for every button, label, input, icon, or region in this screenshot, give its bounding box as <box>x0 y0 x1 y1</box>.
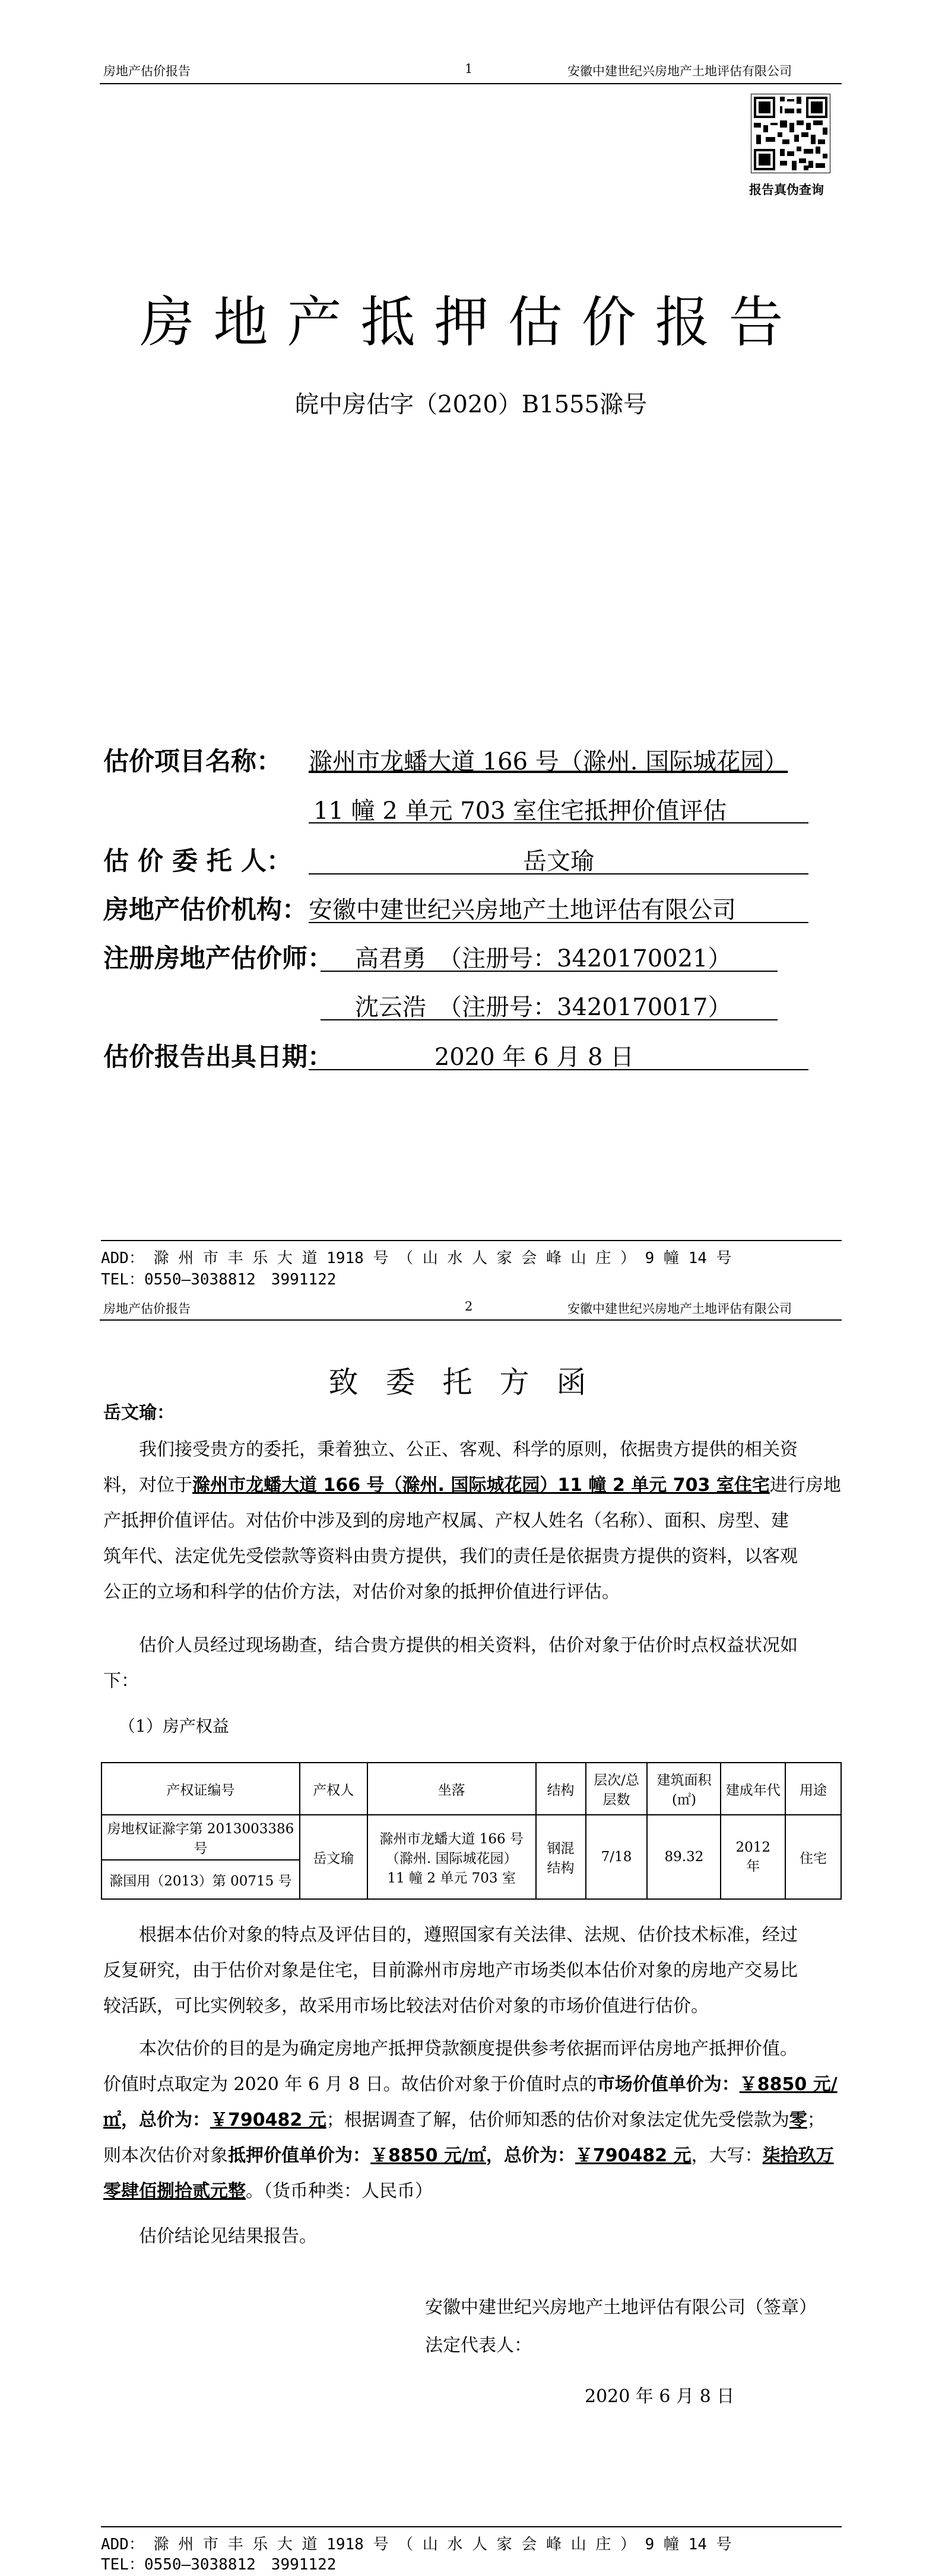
header-rule <box>100 83 842 84</box>
market-unit-label: 市场价值单价为： <box>597 2074 740 2095</box>
salutation: 岳文瑜： <box>103 1403 175 1423</box>
th-floors: 层次/总层数 <box>586 1763 648 1815</box>
para1-line5: 公正的立场和科学的估价方法，对估价对象的抵押价值进行评估。 <box>103 1582 620 1602</box>
para4-text: 。（货币种类：人民币） <box>246 2181 433 2202</box>
header-company: 安徽中建世纪兴房地产土地评估有限公司 <box>567 64 792 78</box>
para3-line3: 较活跃，可比实例较多，故采用市场比较法对估价对象的市场价值进行估价。 <box>103 1996 709 2017</box>
table-header-row <box>102 1763 841 1815</box>
header-left: 房地产估价报告 <box>103 1302 191 1316</box>
th-structure: 结构 <box>536 1763 586 1815</box>
qr-code-icon[interactable] <box>751 94 830 173</box>
client-underline <box>309 873 808 874</box>
footer-phone: TEL：0550—3038812 3991122 <box>101 1271 337 1289</box>
location-line-2: （滁州. 国际城花园） <box>385 1850 518 1866</box>
th-year: 建成年代 <box>721 1763 785 1815</box>
letter-title: 致委托方函 <box>328 1365 614 1400</box>
signature-company: 安徽中建世纪兴房地产土地评估有限公司（签章） <box>425 2297 817 2318</box>
footer-phone: TEL：0550—3038812 3991122 <box>101 2556 337 2574</box>
mortgage-total-label: ，总价为： <box>486 2145 575 2166</box>
para1-line4: 筑年代、法定优先受偿款等资料由贵方提供，我们的责任是依据贵方提供的资料，以客观 <box>103 1546 798 1567</box>
mortgage-unit-price: ￥8850 元/㎡ <box>370 2145 486 2166</box>
para1-line2-pre: 料，对位于 <box>103 1475 192 1496</box>
report-title: 房地产抵押估价报告 <box>139 291 803 354</box>
report-number: 皖中房估字（2020）B1555滁号 <box>295 391 647 418</box>
footer-address: ADD： 滁 州 市 丰 乐 大 道 1918 号 （ 山 水 人 家 会 峰 山 庄 ） 9 幢 14 号 <box>101 1249 732 1267</box>
date-underline <box>309 1069 808 1070</box>
market-unit-price: ￥8850 元/ <box>739 2074 838 2095</box>
market-total-price: ￥790482 元 <box>210 2110 326 2130</box>
mortgage-total-price: ￥790482 元 <box>575 2145 692 2166</box>
location-line-1: 滁州市龙蟠大道 166 号 <box>379 1831 524 1847</box>
footer-rule <box>101 2526 842 2527</box>
appraiser-1: 高君勇 （注册号：3420170021） <box>355 945 732 972</box>
amount-in-words-2: 零肆佰捌拾贰元整 <box>103 2181 246 2202</box>
header-page-number: 1 <box>465 62 473 76</box>
cert-1: 房地权证滁字第 2013003386 号 <box>102 1815 300 1860</box>
use-cell: 住宅 <box>785 1815 841 1899</box>
para2-line2: 下： <box>103 1671 139 1691</box>
para1-line3: 产抵押价值评估。对估价中涉及到的房地产权属、产权人姓名（名称）、面积、房型、建 <box>103 1510 789 1531</box>
client-value: 岳文瑜 <box>523 848 594 875</box>
appraiser-label: 注册房地产估价师： <box>103 944 333 974</box>
header-left: 房地产估价报告 <box>103 64 191 78</box>
project-line-1: 滁州市龙蟠大道 166 号（滁州. 国际城花园） <box>309 748 788 775</box>
th-owner: 产权人 <box>300 1763 367 1815</box>
para4-line2 <box>103 2067 838 2103</box>
location-cell <box>367 1815 536 1899</box>
para4-text: ；根据调查了解，估价师知悉的估价对象法定优先受偿款为 <box>326 2110 789 2130</box>
para1-line1: 我们接受贵方的委托，秉着独立、公正、客观、科学的原则，依据贵方提供的相关资 <box>139 1439 798 1460</box>
agency-value: 安徽中建世纪兴房地产土地评估有限公司 <box>309 896 736 924</box>
para4-line1: 本次估价的目的是为确定房地产抵押贷款额度提供参考依据而评估房地产抵押价值。 <box>139 2038 798 2059</box>
appraiser-2-underline <box>321 1019 778 1020</box>
footer-address: ADD： 滁 州 市 丰 乐 大 道 1918 号 （ 山 水 人 家 会 峰 山 庄 ） 9 幢 14 号 <box>101 2536 732 2553</box>
cert-2: 滁国用（2013）第 00715 号 <box>102 1860 300 1899</box>
agency-underline <box>309 922 808 923</box>
property-address: 滁州市龙蟠大道 166 号（滁州. 国际城花园）11 幢 2 单元 703 室住宅 <box>192 1475 770 1496</box>
para2-line1: 估价人员经过现场勘查，结合贵方提供的相关资料，估价对象于估价时点权益状况如 <box>139 1635 798 1656</box>
para4-text: 价值时点取定为 2020 年 6 月 8 日。故估价对象于价值时点的 <box>103 2074 597 2095</box>
date-value: 2020 年 6 月 8 日 <box>434 1044 635 1071</box>
para3-line1: 根据本估价对象的特点及评估目的，遵照国家有关法律、法规、估价技术标准，经过 <box>139 1925 798 1945</box>
para4-line5 <box>103 2174 433 2209</box>
owner-cell: 岳文瑜 <box>300 1815 367 1899</box>
agency-label: 房地产估价机构： <box>103 895 307 925</box>
client-label: 估 价 委 托 人： <box>103 847 292 876</box>
amount-in-words-1: 柒拾玖万 <box>762 2145 834 2166</box>
table-row <box>102 1815 841 1860</box>
date-label: 估价报告出具日期： <box>103 1042 333 1072</box>
project-line-2: 11 幢 2 单元 703 室住宅抵押价值评估 <box>313 797 727 825</box>
para4-text: 则本次估价对象 <box>103 2145 228 2166</box>
footer-rule <box>101 1240 842 1241</box>
location-line-3: 11 幢 2 单元 703 室 <box>387 1870 516 1886</box>
area-cell: 89.32 <box>647 1815 721 1899</box>
signature-representative: 法定代表人： <box>425 2335 532 2356</box>
appraiser-1-underline <box>321 971 778 972</box>
header-company: 安徽中建世纪兴房地产土地评估有限公司 <box>567 1302 792 1316</box>
para1-line2 <box>103 1468 841 1503</box>
year-cell: 2012年 <box>721 1815 785 1899</box>
para4-text: ； <box>807 2110 825 2130</box>
project-underline <box>309 822 808 823</box>
th-location: 坐落 <box>367 1763 536 1815</box>
property-rights-table <box>101 1762 842 1900</box>
project-label: 估价项目名称： <box>103 747 282 777</box>
appraiser-2: 沈云浩 （注册号：3420170017） <box>355 994 732 1021</box>
th-use: 用途 <box>785 1763 841 1815</box>
floors-cell: 7/18 <box>586 1815 648 1899</box>
para3-line2: 反复研究，由于估价对象是住宅，目前滁州市房地产市场类似本估价对象的房地产交易比 <box>103 1960 798 1981</box>
structure-cell: 钢混结构 <box>536 1815 586 1899</box>
signature-date: 2020 年 6 月 8 日 <box>585 2386 735 2407</box>
qr-caption: 报告真伪查询 <box>749 183 824 197</box>
para4-line4 <box>103 2138 834 2174</box>
market-total-label: ，总价为： <box>121 2110 210 2130</box>
header-page-number: 2 <box>465 1299 473 1314</box>
para5: 估价结论见结果报告。 <box>139 2226 317 2247</box>
para1-line2-post: 进行房地 <box>769 1475 841 1496</box>
priority-payment: 零 <box>789 2110 807 2130</box>
th-area: 建筑面积(㎡) <box>647 1763 721 1815</box>
para4-line3 <box>103 2103 825 2138</box>
header-rule <box>100 1319 842 1321</box>
para4-text: ，大写： <box>691 2145 763 2166</box>
mortgage-unit-label: 抵押价值单价为： <box>228 2145 370 2166</box>
th-cert: 产权证编号 <box>102 1763 300 1815</box>
table-caption: （1）房产权益 <box>119 1716 229 1736</box>
market-unit-suffix: ㎡ <box>103 2110 121 2130</box>
